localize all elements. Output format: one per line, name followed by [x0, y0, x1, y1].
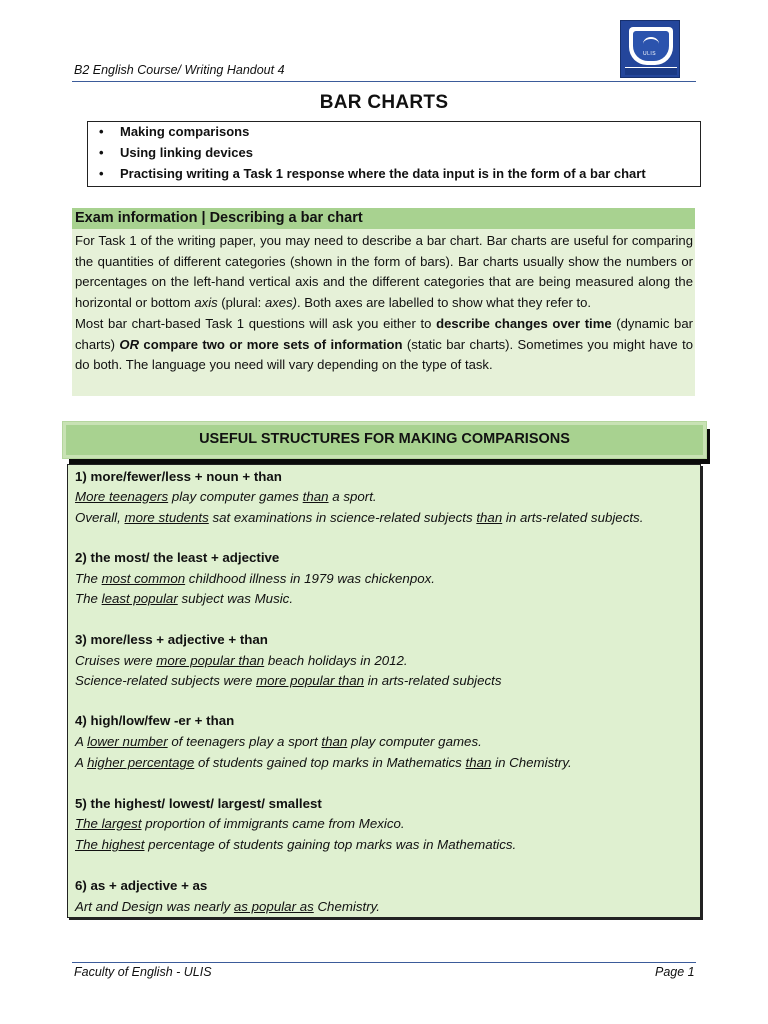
logo-text: ULIS	[643, 51, 657, 57]
underlined-phrase: than	[321, 734, 348, 749]
underlined-phrase: least popular	[101, 591, 178, 606]
text-run: subject was Music.	[177, 591, 294, 606]
footer-page-number: Page 1	[655, 965, 695, 979]
text-run: Chemistry.	[313, 899, 380, 914]
exam-info-body	[72, 229, 695, 396]
text-run: childhood illness in 1979 was chickenpox.	[185, 571, 435, 586]
text-run: For Task 1 of the writing paper, you may need to describe a bar chart. Bar charts are useful for comparing the quantities of different categories (shown in the form of bars). Bar charts usually show the numbers or percentages on the left-hand vertical axis and the different categories that are being measured along the horizontal or bottom	[75, 233, 693, 311]
underlined-phrase: lower number	[87, 734, 168, 749]
structure-3-example-1	[75, 652, 408, 670]
text-run-italic: axis	[194, 295, 218, 311]
structure-6-example-1	[75, 898, 380, 916]
header-divider	[72, 81, 696, 82]
structure-4-example-2	[75, 754, 572, 772]
text-run: . Both axes are labelled to show what they refer to.	[297, 295, 592, 311]
structure-5-example-2	[75, 836, 516, 854]
text-run: The	[75, 571, 102, 586]
text-run: of teenagers play a sport	[167, 734, 322, 749]
ulis-logo	[620, 20, 680, 78]
objective-item: • Using linking devices	[120, 145, 253, 160]
text-run: Cruises were	[75, 653, 157, 668]
structure-6-title: 6) as + adjective + as	[75, 878, 208, 893]
header-course-line: B2 English Course/ Writing Handout 4	[74, 63, 285, 77]
underlined-phrase: more popular than	[156, 653, 265, 668]
text-run: of students gained top marks in Mathematics	[194, 755, 466, 770]
logo-ribbon	[625, 67, 677, 75]
structure-3-title: 3) more/less + adjective + than	[75, 632, 268, 647]
text-run-bold-italic: OR	[119, 336, 140, 352]
objective-item: • Practising writing a Task 1 response where the data input is in the form of a bar chart	[120, 166, 646, 181]
text-run: a sport.	[328, 489, 377, 504]
structure-2-example-2	[75, 590, 293, 608]
structure-1-example-1	[75, 488, 377, 506]
text-run: The	[75, 591, 102, 606]
text-run-bold: describe changes over time	[436, 315, 612, 331]
structure-3-example-2	[75, 672, 501, 690]
structure-2-title: 2) the most/ the least + adjective	[75, 550, 280, 565]
text-run: (dynamic bar charts)	[75, 315, 693, 352]
underlined-phrase: more students	[124, 510, 209, 525]
structure-2-example-1	[75, 570, 435, 588]
underlined-phrase: more popular than	[256, 673, 364, 688]
text-run: play computer games	[168, 489, 303, 504]
footer-faculty: Faculty of English - ULIS	[74, 965, 212, 979]
underlined-phrase: than	[302, 489, 329, 504]
objectives-box	[87, 121, 701, 187]
underlined-phrase: than	[476, 510, 503, 525]
exam-info-heading: Exam information | Describing a bar chart	[72, 208, 695, 229]
text-run: play computer games.	[347, 734, 482, 749]
text-run: A	[75, 734, 88, 749]
exam-info-paragraph-1	[75, 231, 693, 314]
text-run: percentage of students gaining top marks was in Mathematics.	[144, 837, 517, 852]
logo-emblem-icon	[643, 37, 659, 51]
structure-5-example-1	[75, 815, 405, 833]
structures-box	[67, 464, 701, 918]
structure-1-title: 1) more/fewer/less + noun + than	[75, 469, 282, 484]
structure-4-title: 4) high/low/few -er + than	[75, 713, 235, 728]
structure-5-title: 5) the highest/ lowest/ largest/ smallest	[75, 796, 322, 811]
text-run: Art and Design was nearly	[75, 899, 234, 914]
underlined-phrase: More teenagers	[75, 489, 169, 504]
text-run: (static bar charts). Sometimes you might have to do both. The language you need will vary depending on the type of task.	[75, 336, 694, 373]
underlined-phrase: as popular as	[233, 899, 314, 914]
underlined-phrase: The largest	[75, 816, 142, 831]
text-run: proportion of immigrants came from Mexico.	[141, 816, 405, 831]
text-run: in arts-related subjects	[364, 673, 502, 688]
text-run: Most bar chart-based Task 1 questions will ask you either to	[75, 315, 437, 331]
text-run: Science-related subjects were	[75, 673, 257, 688]
footer-divider	[72, 962, 696, 963]
underlined-phrase: than	[465, 755, 492, 770]
text-run: in arts-related subjects.	[502, 510, 644, 525]
text-run-italic: axes)	[264, 295, 297, 311]
structures-heading: USEFUL STRUCTURES FOR MAKING COMPARISONS	[66, 425, 703, 455]
structure-4-example-1	[75, 733, 482, 751]
underlined-phrase: higher percentage	[87, 755, 195, 770]
exam-info-paragraph-2	[75, 314, 693, 376]
page-title: BAR CHARTS	[319, 92, 449, 113]
text-run: Overall,	[75, 510, 125, 525]
text-run: (plural:	[217, 295, 265, 311]
text-run: in Chemistry.	[491, 755, 572, 770]
underlined-phrase: most common	[101, 571, 186, 586]
text-run-bold: compare two or more sets of information	[139, 336, 403, 352]
structure-1-example-2	[75, 509, 643, 527]
underlined-phrase: The highest	[75, 837, 145, 852]
text-run: sat examinations in science-related subjects	[208, 510, 477, 525]
text-run: beach holidays in 2012.	[264, 653, 408, 668]
objective-item: • Making comparisons	[120, 124, 249, 139]
text-run: A	[75, 755, 88, 770]
